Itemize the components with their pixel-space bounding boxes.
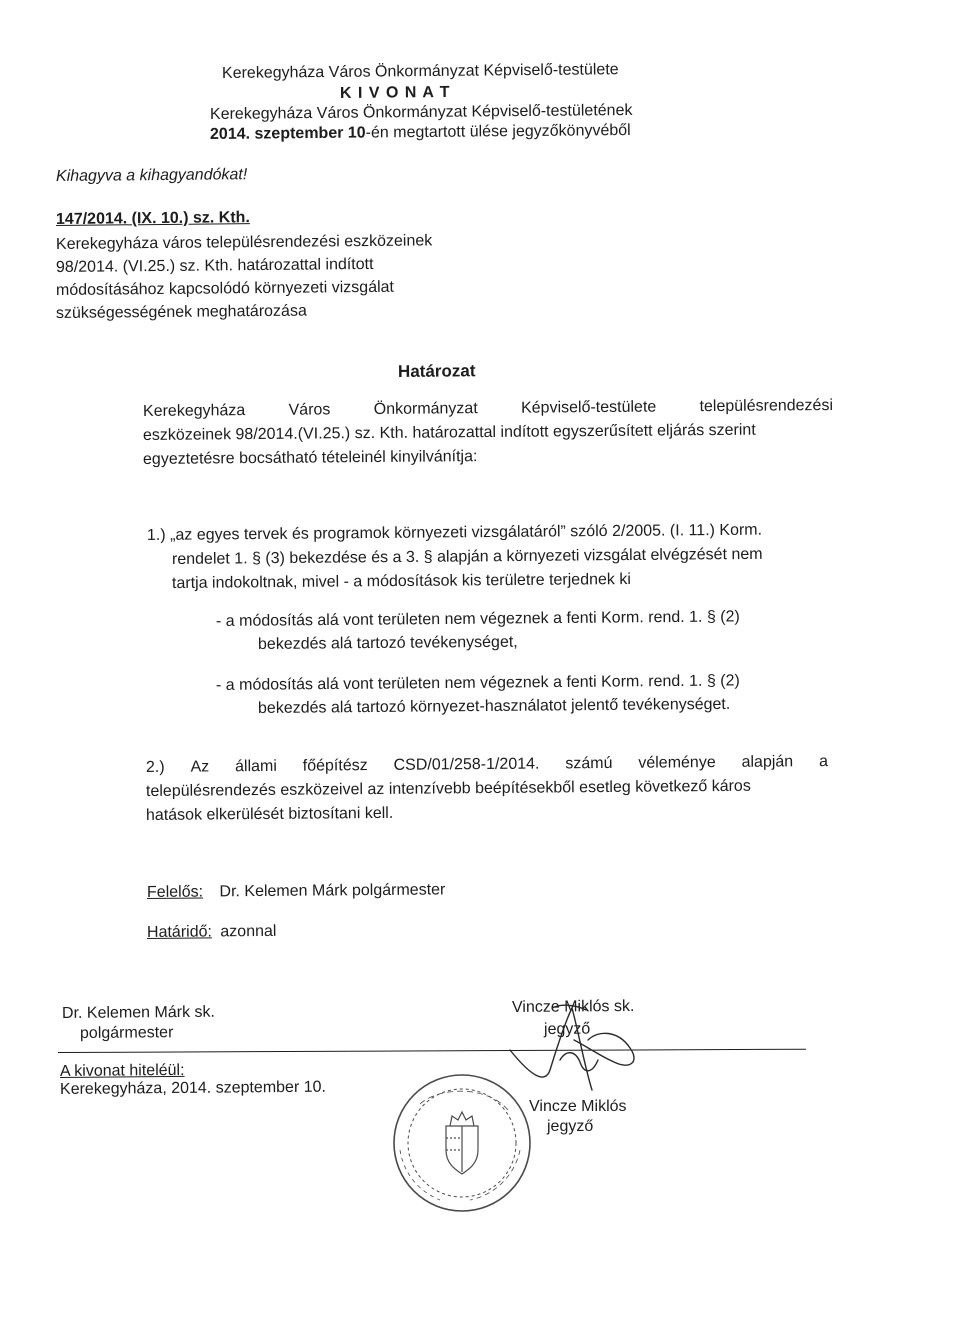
certification-clerk-name: Vincze Miklós xyxy=(529,1098,627,1115)
point2-word: állami xyxy=(235,757,277,776)
separator-line xyxy=(58,1049,806,1053)
intro-word: Város xyxy=(288,401,331,419)
bullet-line: - a módosítás alá vont területen nem végeznek a fenti Korm. rend. 1. § (2) xyxy=(215,672,740,694)
meeting-line xyxy=(210,121,631,145)
point1-line: rendelet 1. § (3) bekezdése és a 3. § alapján a környezeti vizsgálat elvégzését nem xyxy=(171,545,763,568)
point2-line xyxy=(146,752,828,778)
resolution-subject-line: Kerekegyháza város településrendezési eszközeinek xyxy=(55,232,433,253)
bullet-line: - a módosítás alá vont területen nem végeznek a fenti Korm. rend. 1. § (2) xyxy=(215,608,740,630)
doc-type-title: K I V O N A T xyxy=(339,83,451,102)
certification-clerk-title: jegyző xyxy=(547,1118,594,1135)
responsible-label: Felelős: xyxy=(146,883,204,901)
resolution-subject-line: módosításához kapcsolódó környezeti vizsgálat xyxy=(55,278,395,299)
resolution-subject-line: 98/2014. (VI.25.) sz. Kth. határozattal indított xyxy=(55,255,374,276)
council-genitive: Kerekegyháza Város Önkormányzat Képviselő-testületének xyxy=(209,101,633,123)
official-stamp xyxy=(394,1075,530,1211)
responsible-value: Dr. Kelemen Márk polgármester xyxy=(219,881,446,901)
point2-word: főépítész xyxy=(302,757,368,775)
bullet-line: bekezdés alá tartozó tevékenységet, xyxy=(257,633,518,653)
point2-line: hatások elkerülését biztosítani kell. xyxy=(145,804,394,824)
clerk-name: Vincze Miklós sk. xyxy=(511,997,635,1016)
point2-word: számú xyxy=(565,754,613,773)
decision-intro-line: eszközeinek 98/2014.(VI.25.) sz. Kth. határozattal indított egyszerűsített eljárás szerint xyxy=(142,421,756,444)
decision-title: Határozat xyxy=(397,361,476,381)
point2-word: CSD/01/258-1/2014. xyxy=(393,755,540,774)
meeting-rest: -én megtartott ülése jegyzőkönyvéből xyxy=(365,121,631,142)
certification-label: A kivonat hiteléül: xyxy=(59,1061,185,1080)
hungarian-crest-icon xyxy=(446,1112,478,1174)
meeting-date: 2014. szeptember 10 xyxy=(209,124,366,143)
deadline-label: Határidő: xyxy=(146,923,212,941)
responsible-row xyxy=(147,880,446,903)
deadline-row xyxy=(147,922,277,943)
point2-line: településrendezés eszközeivel az intenzívebb beépítésekből esetleg következő káros xyxy=(145,777,751,800)
point2-word: véleménye xyxy=(638,754,716,772)
intro-word: Önkormányzat xyxy=(373,400,478,418)
decision-intro-line xyxy=(143,396,833,422)
deadline-value: azonnal xyxy=(220,922,277,941)
resolution-number: 147/2014. (IX. 10.) sz. Kth. xyxy=(55,209,250,228)
point2-word: 2.) xyxy=(145,758,165,776)
certification-place-date: Kerekegyháza, 2014. szeptember 10. xyxy=(59,1078,327,1098)
decision-intro-line: egyeztetésre bocsátható tételeinél kinyilvánítja: xyxy=(142,448,478,468)
intro-word: Képviselő-testülete xyxy=(520,398,657,417)
handwritten-signature xyxy=(510,1005,634,1090)
mayor-name: Dr. Kelemen Márk sk. xyxy=(61,1003,216,1022)
intro-word: településrendezési xyxy=(699,396,834,416)
point1-line: tartja indokoltnak, mivel - a módosítások kis területre terjednek ki xyxy=(171,570,631,592)
resolution-subject-line: szükségességének meghatározása xyxy=(55,302,307,322)
intro-word: Kerekegyháza xyxy=(142,402,246,420)
point2-word: Az xyxy=(190,758,210,776)
point2-word: a xyxy=(818,753,829,771)
clerk-title: jegyző xyxy=(543,1020,591,1038)
point2-word: alapján xyxy=(741,753,794,771)
bullet-line: bekezdés alá tartozó környezet-használatot jelentő tevékenységet. xyxy=(257,695,731,717)
point1-line: 1.) „az egyes tervek és programok környezeti vizsgálatáról” szóló 2/2005. (I. 11.) Korm. xyxy=(146,521,763,544)
council-heading: Kerekegyháza Város Önkormányzat Képviselő-testülete xyxy=(221,61,619,82)
mayor-title: polgármester xyxy=(79,1024,174,1042)
omission-note: Kihagyva a kihagyandókat! xyxy=(55,166,248,185)
